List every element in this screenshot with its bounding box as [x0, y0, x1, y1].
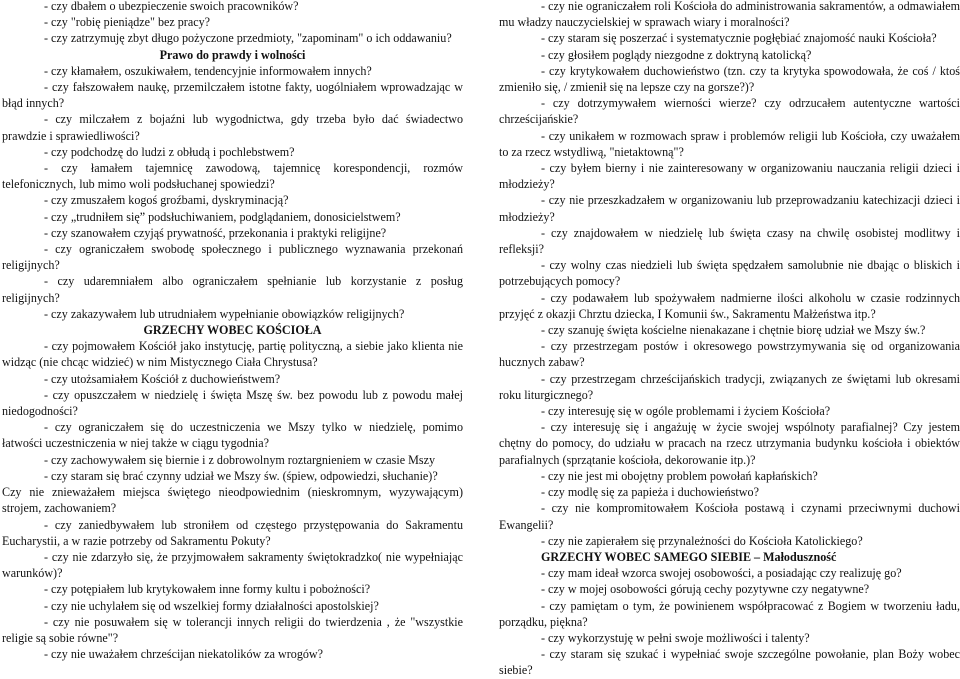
question-line: - czy byłem bierny i nie zainteresowany w organizowaniu nauczania religii dzieci i młodzieży?: [499, 161, 960, 192]
question-line: - czy zachowywałem się biernie i z dobrowolnym roztargnieniem w czasie Mszy: [44, 452, 436, 467]
right-column: [499, 0, 960, 679]
section-heading: GRZECHY WOBEC SAMEGO SIEBIE – Małoduszność: [541, 549, 837, 564]
question-line: - czy znajdowałem w niedzielę lub święta czasy na chwilę osobistej modlitwy i refleksji?: [499, 225, 960, 257]
question-line: - czy nie kompromitowałem Kościoła postawą i czynami przeciwnymi duchowi Ewangelii?: [499, 501, 960, 532]
question-line: - czy pojmowałem Kościół jako instytucję, partię polityczną, a siebie jako klienta nie widząc (nie chcąc widzieć) w nim Mistycznego Ciała Chrystusa?: [2, 339, 463, 370]
left-column: [2, 0, 463, 662]
question-line: - czy nie uchylałem się od wszelkiej formy działalności apostolskiej?: [44, 598, 379, 613]
question-line: - czy w mojej osobowości górują cechy pozytywne czy negatywne?: [541, 582, 870, 597]
question-line: - czy nie zdarzyło się, że przyjmowałem sakramenty świętokradzko( nie wypełniając warunków)?: [2, 549, 463, 581]
question-line: Czy nie znieważałem miejsca świętego nieodpowiednim (nieskromnym, wyzywającym) strojem, zachowaniem?: [2, 485, 463, 516]
question-line: - czy pamiętam o tym, że powinienem współpracować z Bogiem w tworzeniu ładu, porządku, piękna?: [499, 598, 960, 629]
question-line: - czy interesuję się w ogóle problemami i życiem Kościoła?: [541, 404, 831, 419]
question-line: - czy „trudniłem się” podsłuchiwaniem, podglądaniem, donosicielstwem?: [44, 209, 401, 224]
question-line: - czy ograniczałem się do uczestniczenia we Mszy tylko w niedzielę, pomimo łatwości uczestniczenia w niej także w ciągu tygodnia?: [2, 420, 463, 451]
question-line: - czy szanuję święta kościelne nienakazane i chętnie biorę udział we Mszy św.?: [541, 323, 926, 338]
question-line: - czy mam ideał wzorca swojej osobowości, a posiadając czy realizuję go?: [541, 566, 902, 581]
question-line: - czy staram się szukać i wypełniać swoje szczególne powołanie, plan Boży wobec siebie?: [499, 647, 960, 678]
question-line: - czy wolny czas niedzieli lub święta spędzałem samolubnie nie dbając o bliskich i potrzebujących pomocy?: [499, 258, 960, 289]
question-line: - czy staram się brać czynny udział we Mszy św. (śpiew, odpowiedzi, słuchanie)?: [44, 468, 438, 483]
question-line: - czy zmuszałem kogoś groźbami, dyskryminacją?: [44, 193, 289, 208]
question-line: - czy głosiłem poglądy niezgodne z doktryną katolicką?: [541, 47, 812, 62]
question-line: - czy dotrzymywałem wierności wierze? czy odrzucałem autentyczne wartości chrześcijańskie?: [499, 96, 960, 127]
question-line: - czy udaremniałem albo ograniczałem spełnianie lub korzystanie z posług religijnych?: [2, 274, 463, 305]
question-line: - czy kłamałem, oszukiwałem, tendencyjnie informowałem innych?: [44, 63, 372, 78]
question-line: - czy krytykowałem duchowieństwo (tzn. czy ta krytyka spowodowała, że coś / ktoś zmieniło się, / zmienił się na lepsze czy na gorsze?)?: [499, 63, 960, 95]
question-line: - czy unikałem w rozmowach spraw i problemów religii lub Kościoła, czy uważałem to za rzecz wstydliwą, "nietaktowną"?: [499, 128, 960, 159]
question-line: - czy opuszczałem w niedzielę i święta Mszę św. bez powodu lub z powodu małej niedogodności?: [2, 387, 463, 419]
question-line: - czy nie zapierałem się przynależności do Kościoła Katolickiego?: [541, 533, 863, 548]
question-line: - czy ograniczałem swobodę społecznego i publicznego wyznawania przekonań religijnych?: [2, 242, 463, 273]
question-line: - czy fałszowałem naukę, przemilczałem istotne fakty, uogólniałem wprowadzając w błąd innych?: [2, 80, 463, 111]
question-line: - czy modlę się za papieża i duchowieństwo?: [541, 485, 759, 500]
question-line: - czy zakazywałem lub utrudniałem wypełnianie obowiązków religijnych?: [44, 306, 405, 321]
section-heading: GRZECHY WOBEC KOŚCIOŁA: [143, 323, 322, 338]
question-line: - czy szanowałem czyjąś prywatność, przekonania i praktyki religijne?: [44, 225, 387, 240]
question-line: - czy utożsamiałem Kościół z duchowieństwem?: [44, 371, 281, 386]
question-line: - czy nie przeszkadzałem w organizowaniu lub przeprowadzaniu katechizacji dzieci i młodzieży?: [499, 193, 960, 224]
question-line: - czy zaniedbywałem lub stroniłem od częstego przystępowania do Sakramentu Eucharystii, a w razie potrzeby od Sakramentu Pokuty?: [2, 517, 463, 548]
question-line: - czy nie uważałem chrześcijan niekatolików za wrogów?: [44, 647, 324, 662]
question-line: - czy potępiałem lub krytykowałem inne formy kultu i pobożności?: [44, 582, 371, 597]
question-line: - czy zatrzymuję zbyt długo pożyczone przedmioty, "zapominam" o ich oddawaniu?: [44, 31, 452, 46]
question-line: - czy łamałem tajemnicę zawodową, tajemnicę korespondencji, rozmów telefonicznych, lub mimo woli podsłuchanej spowiedzi?: [2, 161, 463, 192]
question-line: - czy podchodzę do ludzi z obłudą i pochlebstwem?: [44, 144, 295, 159]
question-line: - czy milczałem z bojaźni lub wygodnictwa, gdy trzeba było dać świadectwo prawdzie i sprawiedliwości?: [2, 112, 463, 143]
question-line: - czy nie jest mi obojętny problem powołań kapłańskich?: [541, 468, 818, 483]
question-line: - czy staram się poszerzać i systematycznie pogłębiać znajomość nauki Kościoła?: [541, 31, 937, 46]
question-line: - czy interesuję się i angażuję w życie swojej wspólnoty parafialnej? Czy jestem chętny do pomocy, do udziału w pracach na rzecz utrzymania budynku kościoła i obiektów parafialnych (sprzątanie kościoła, dekorowanie itp.)?: [499, 420, 960, 467]
question-line: - czy nie posuwałem się w tolerancji innych religii do twierdzenia , że "wszystkie religie są sobie równe"?: [2, 614, 463, 645]
question-line: - czy nie ograniczałem roli Kościoła do administrowania sakramentów, a odmawiałem mu władzy nauczycielskiej w sprawach wiary i moralności?: [499, 0, 960, 30]
question-line: - czy dbałem o ubezpieczenie swoich pracowników?: [44, 0, 299, 13]
question-line: - czy przestrzegam postów i okresowego powstrzymywania się od organizowania hucznych zabaw?: [499, 339, 960, 370]
question-line: - czy wykorzystuję w pełni swoje możliwości i talenty?: [541, 630, 810, 645]
section-heading: Prawo do prawdy i wolności: [159, 47, 306, 62]
question-line: - czy przestrzegam chrześcijańskich tradycji, związanych ze świętami lub okresami roku liturgicznego?: [499, 371, 960, 402]
question-line: - czy podawałem lub spożywałem nadmierne ilości alkoholu w czasie rodzinnych przyjęć z okazji Chrztu dziecka, I Komunii św., Sakramentu Małżeństwa itp.?: [499, 290, 960, 321]
question-line: - czy "robię pieniądze" bez pracy?: [44, 15, 210, 30]
